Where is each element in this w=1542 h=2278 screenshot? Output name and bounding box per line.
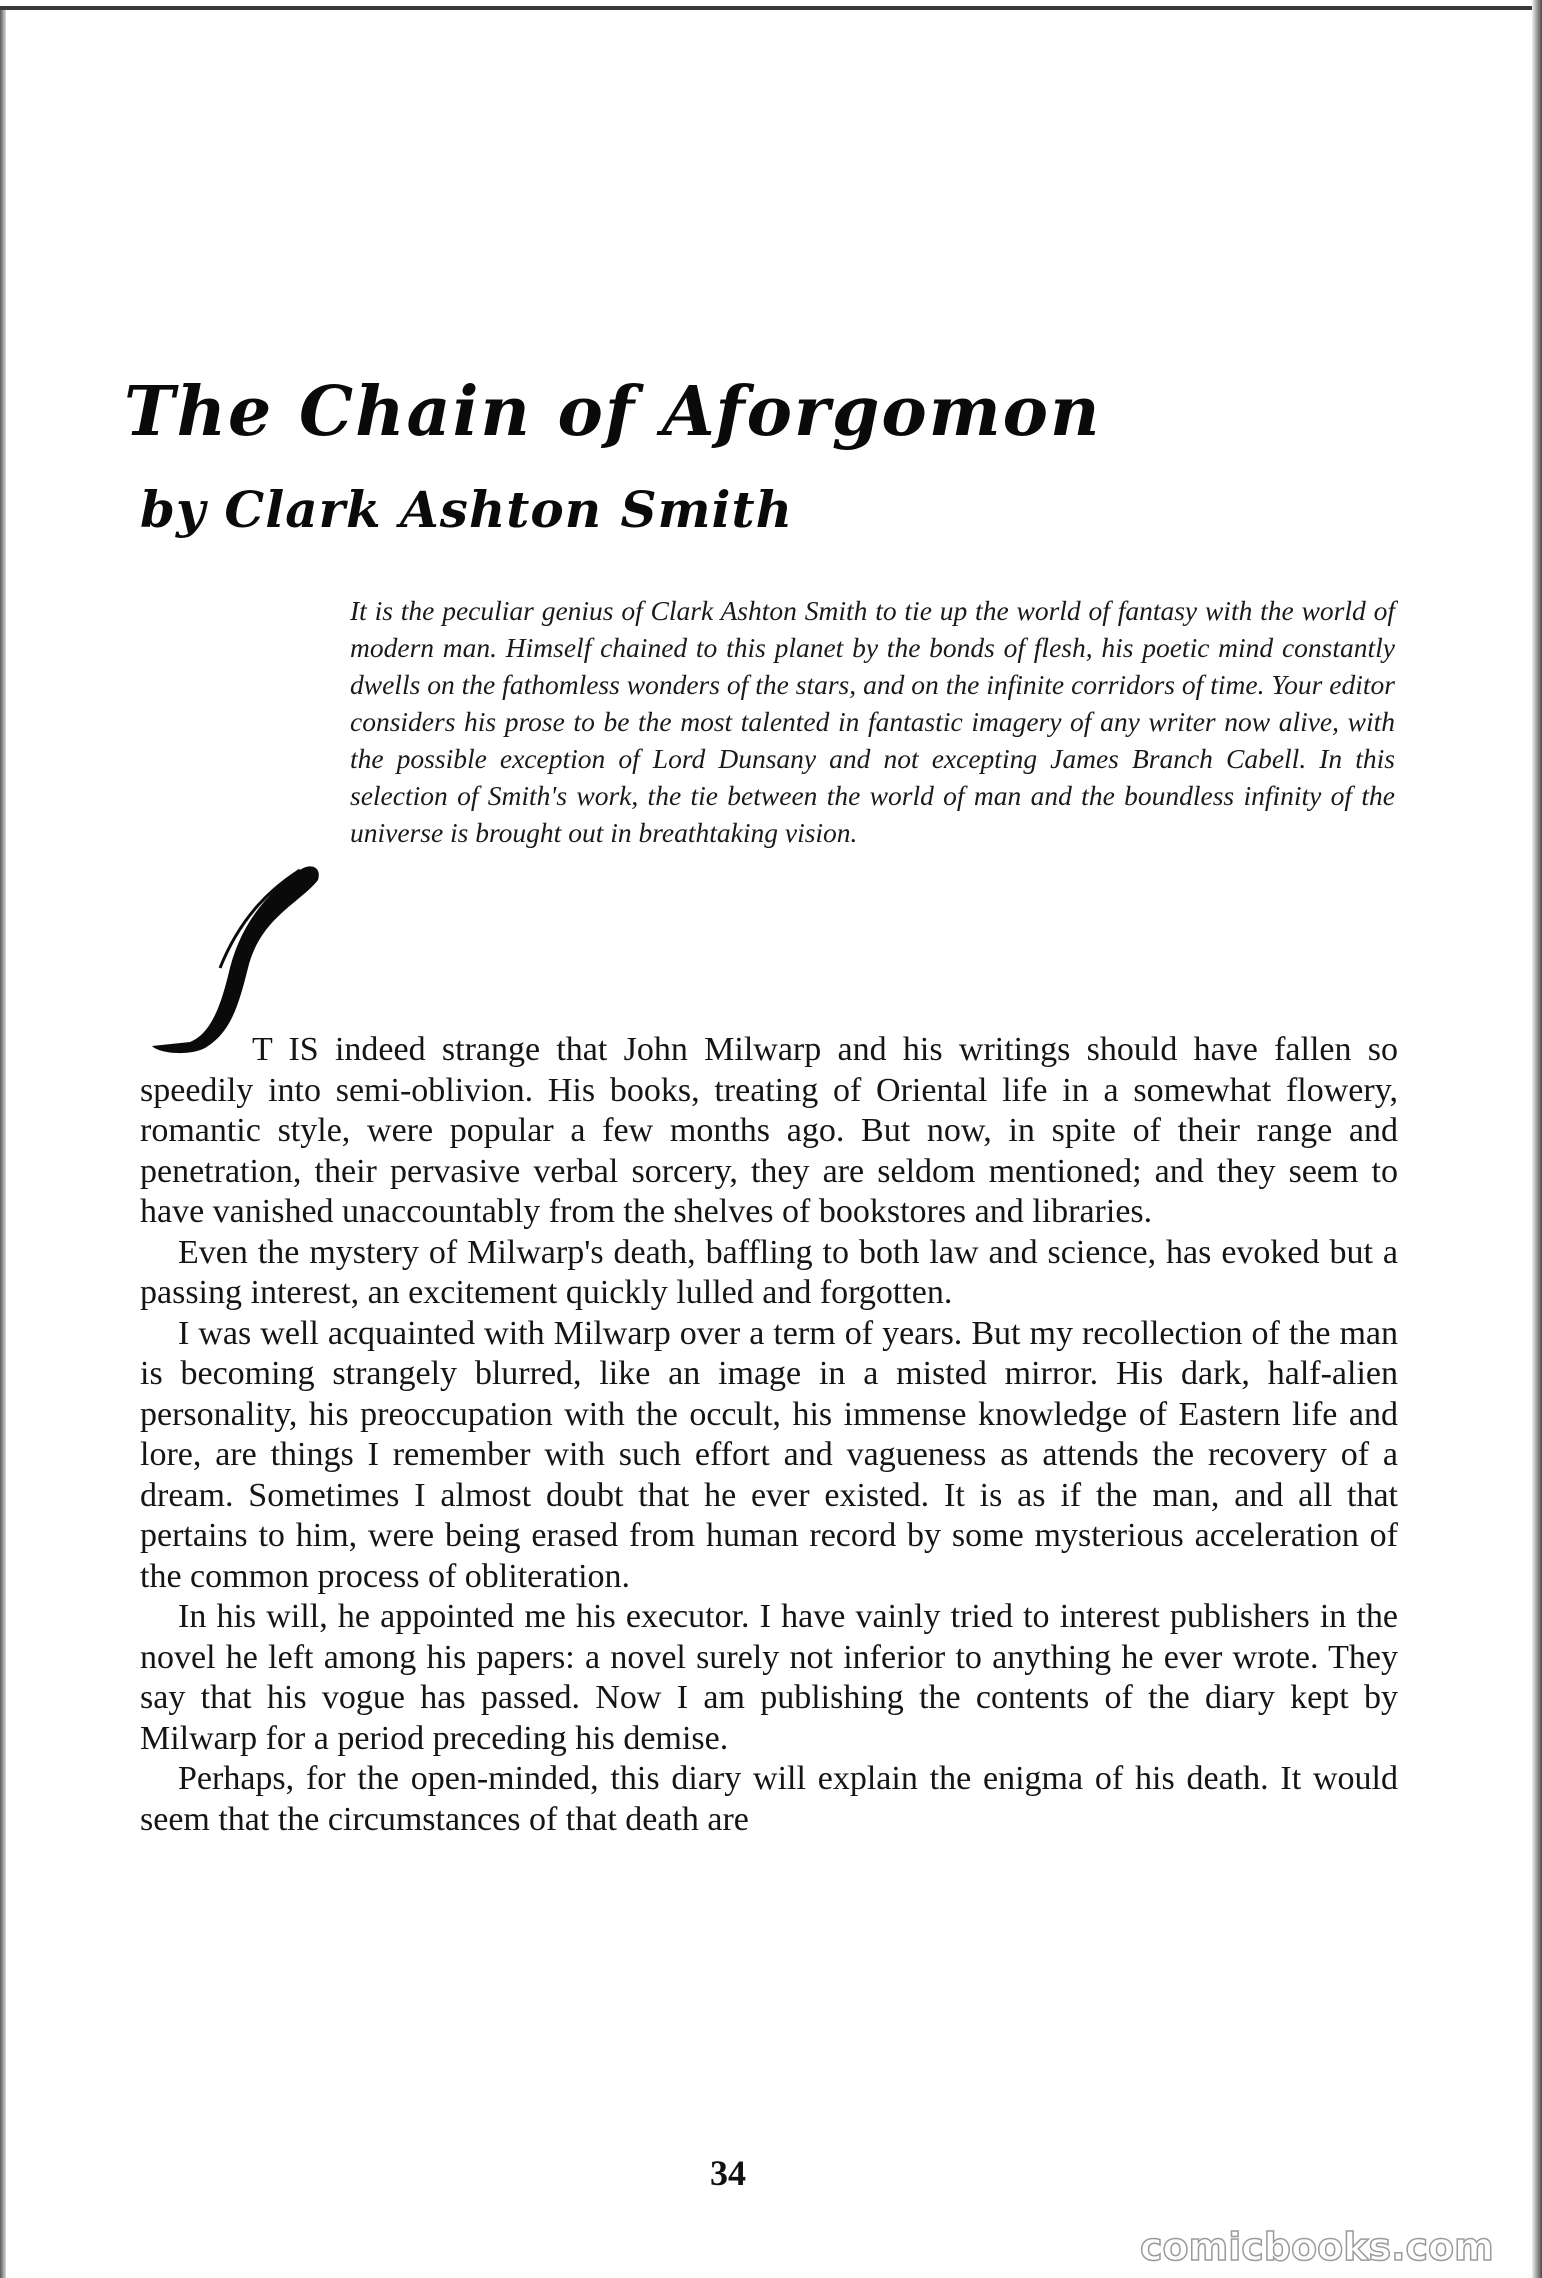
watermark-text: comicbooks.com (1140, 2225, 1494, 2269)
watermark-logo (1140, 2222, 1520, 2272)
story-title: The Chain of Aforgomon (124, 372, 1102, 452)
editor-intro: It is the peculiar genius of Clark Ashton Smith to tie up the world of fantasy with the world of modern man. Himself chained to this planet by the bonds of flesh, his poetic mind constantly dwells on the fathomless wonders of the stars, and on the infinite corridors of time. Your editor considers his prose to be the most talented in fantastic imagery of any writer now alive, with the possible exception of Lord Dunsany and not excepting James Branch Cabell. In this selection of Smith's work, the tie between the world of man and the boundless infinity of the universe is brought out in breathtaking vision. (350, 595, 1395, 848)
story-body (140, 1030, 1398, 1840)
page-number: 34 (710, 2153, 746, 2193)
body-paragraph: Even the mystery of Milwarp's death, baffling to both law and science, has evoked but a passing interest, an excitement quickly lulled and forgotten. (140, 1233, 1398, 1311)
page-right-edge (1532, 0, 1542, 2278)
body-paragraph: I was well acquainted with Milwarp over a term of years. But my recollection of the man is becoming strangely blurred, like an image in a misted mirror. His dark, half-alien personality, his preoccupation with the occult, his immense knowledge of Eastern life and lore, are things I remember with such effort and vagueness as attends the recovery of a dream. Sometimes I almost doubt that he ever existed. It is as if the man, and all that pertains to him, were being erased from human record by some mysterious acceleration of the common process of obliteration. (140, 1314, 1398, 1595)
body-paragraph: In his will, he appointed me his executor. I have vainly tried to interest publishers in the novel he left among his papers: a novel surely not inferior to anything he ever wrote. They say that his vogue has passed. Now I am publishing the contents of the diary kept by Milwarp for a period preceding his demise. (140, 1598, 1398, 1757)
drop-cap-stroke (152, 866, 319, 1053)
body-paragraph: Perhaps, for the open-minded, this diary will explain the enigma of his death. It would seem that the circumstances of that death are (140, 1760, 1398, 1838)
drop-cap-letter (150, 858, 330, 1058)
body-paragraph: T IS indeed strange that John Milwarp and his writings should have fallen so speedily into semi-oblivion. His books, treating of Oriental life in a somewhat flowery, romantic style, were popular a few months ago. But now, in spite of their range and penetration, their pervasive verbal sorcery, they are seldom mentioned; and they seem to have vanished unaccountably from the shelves of bookstores and libraries. (140, 1031, 1398, 1230)
page-top-rule (0, 6, 1542, 10)
page-left-edge (0, 10, 6, 2278)
story-byline: by Clark Ashton Smith (140, 480, 793, 539)
